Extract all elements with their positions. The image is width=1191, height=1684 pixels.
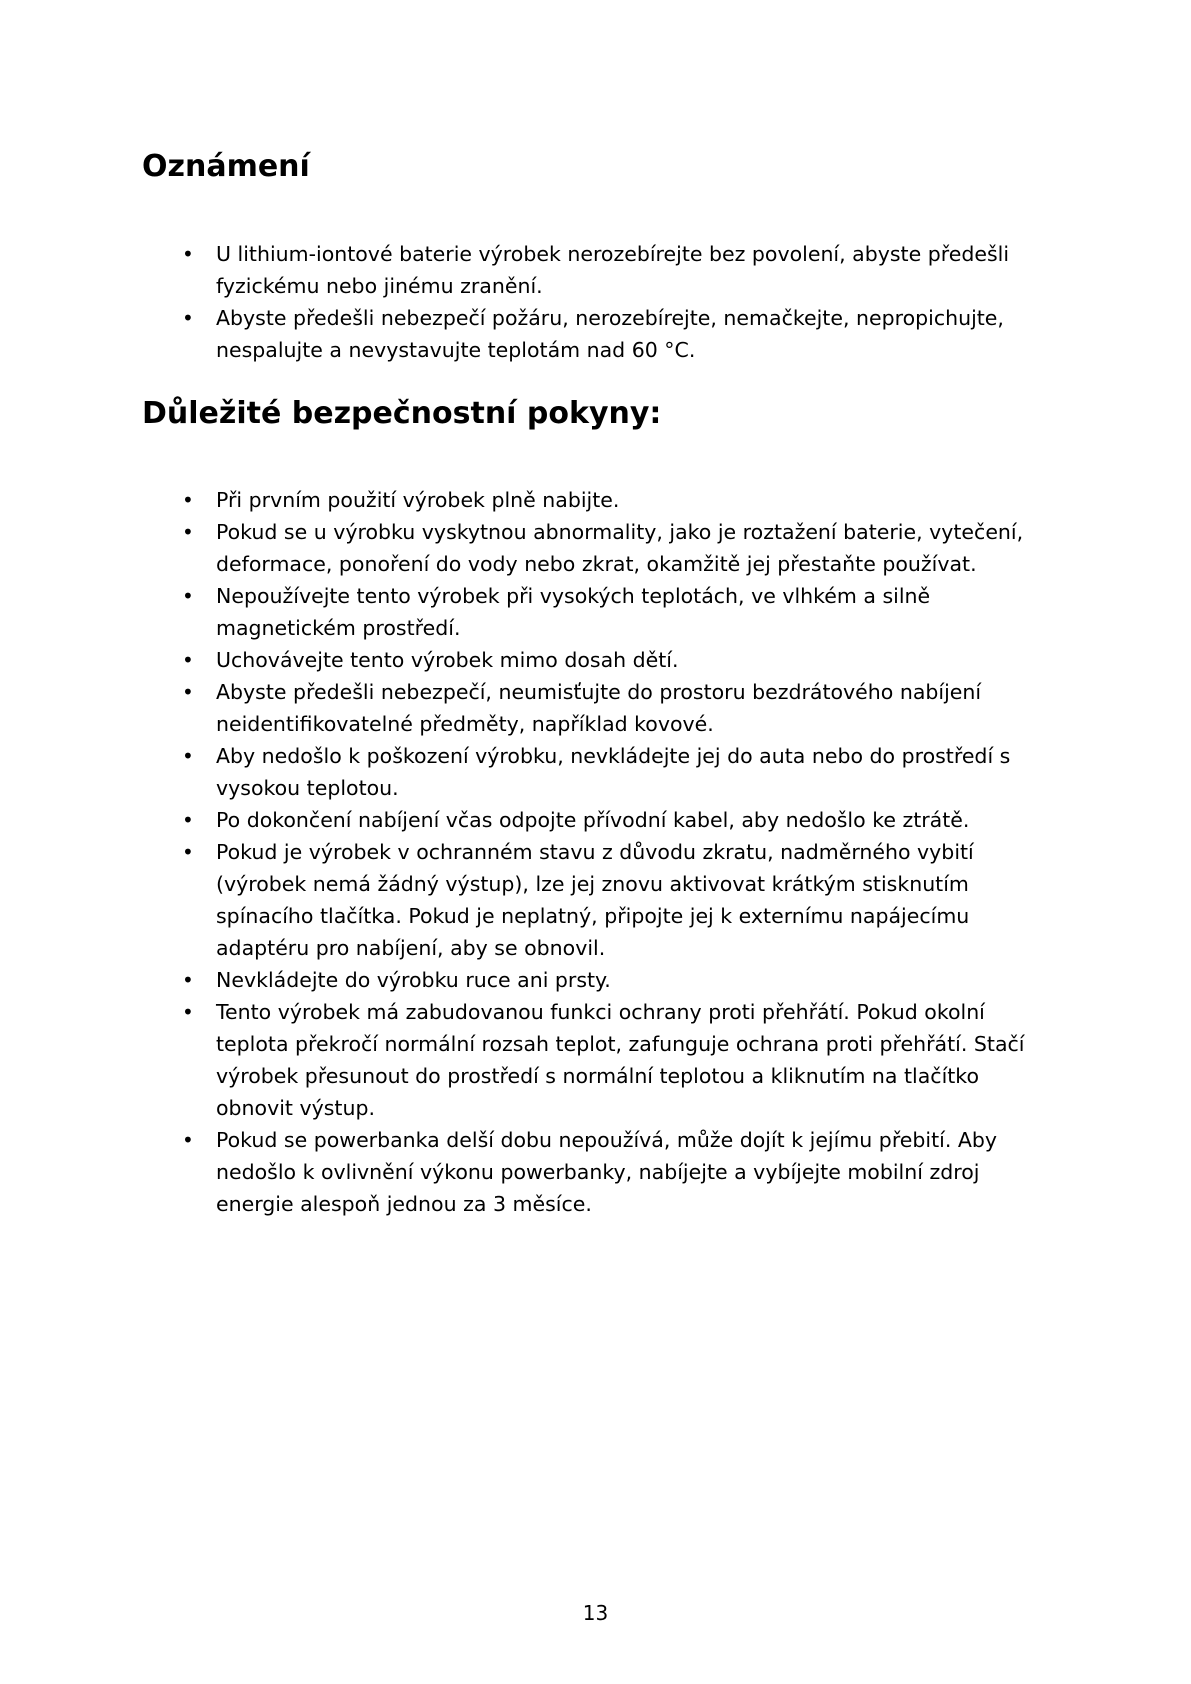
list-item [0,644,1056,676]
bullet-icon: • [182,840,194,864]
list-item [0,740,1056,804]
list-item-text: Nepoužívejte tento výrobek při vysokých teplotách, ve vlhkém a silně magnetickém prostředí. [216,584,931,640]
bullet-icon: • [182,680,194,704]
list-item-text: Při prvním použití výrobek plně nabijte. [216,488,620,512]
bullet-icon: • [182,968,194,992]
safety-heading: Důležité bezpečnostní pokyny: [142,396,662,431]
list-item-text: Abyste předešli nebezpečí, neumisťujte do prostoru bezdrátového nabíjení neidentifikovatelné předměty, například kovové. [216,680,982,736]
bullet-icon: • [182,1000,194,1024]
list-item-text: Aby nedošlo k poškození výrobku, nevkládejte jej do auta nebo do prostředí s vysokou teplotou. [216,744,1011,800]
list-item [0,484,1056,516]
notice-heading: Oznámení [142,149,310,184]
bullet-icon: • [182,520,194,544]
bullet-icon: • [182,808,194,832]
list-item [0,804,1056,836]
bullet-icon: • [182,242,194,266]
safety-list [0,484,1191,1220]
bullet-icon: • [182,488,194,512]
list-item [0,836,1056,964]
bullet-icon: • [182,1128,194,1152]
list-item [0,302,1056,366]
list-item-text: Nevkládejte do výrobku ruce ani prsty. [216,968,611,992]
list-item [0,1124,1056,1220]
bullet-icon: • [182,744,194,768]
list-item-text: U lithium-iontové baterie výrobek nerozebírejte bez povolení, abyste předešli fyzickému nebo jinému zranění. [216,242,1010,298]
list-item [0,516,1056,580]
list-item [0,964,1056,996]
list-item-text: Pokud se u výrobku vyskytnou abnormality, jako je roztažení baterie, vytečení, deformace, ponoření do vody nebo zkrat, okamžitě jej přestaňte používat. [216,520,1024,576]
list-item [0,996,1056,1124]
list-item [0,676,1056,740]
list-item-text: Pokud se powerbanka delší dobu nepoužívá, může dojít k jejímu přebití. Aby nedošlo k ovlivnění výkonu powerbanky, nabíjejte a vybíjejte mobilní zdroj energie alespoň jednou za 3 měsíce. [216,1128,998,1216]
page-number: 13 [582,1601,609,1625]
list-item-text: Abyste předešli nebezpečí požáru, nerozebírejte, nemačkejte, nepropichujte, nespalujte a nevystavujte teplotám nad 60 °C. [216,306,1004,362]
list-item-text: Uchovávejte tento výrobek mimo dosah dětí. [216,648,679,672]
bullet-icon: • [182,648,194,672]
bullet-icon: • [182,584,194,608]
bullet-icon: • [182,306,194,330]
notice-list [0,238,1191,366]
list-item [0,580,1056,644]
list-item [0,238,1056,302]
list-item-text: Tento výrobek má zabudovanou funkci ochrany proti přehřátí. Pokud okolní teplota překročí normální rozsah teplot, zafunguje ochrana proti přehřátí. Stačí výrobek přesunout do prostředí s normální teplotou a kliknutím na tlačítko obnovit výstup. [216,1000,1025,1120]
list-item-text: Po dokončení nabíjení včas odpojte přívodní kabel, aby nedošlo ke ztrátě. [216,808,970,832]
list-item-text: Pokud je výrobek v ochranném stavu z důvodu zkratu, nadměrného vybití (výrobek nemá žádný výstup), lze jej znovu aktivovat krátkým stisknutím spínacího tlačítka. Pokud je neplatný, připojte jej k externímu napájecímu adaptéru pro nabíjení, aby se obnovil. [216,840,974,960]
